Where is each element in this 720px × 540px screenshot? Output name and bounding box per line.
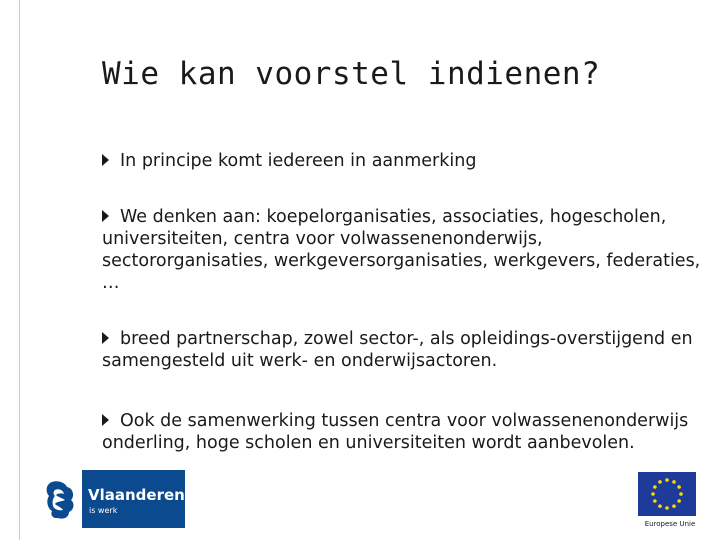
bullet-list — [102, 150, 702, 488]
bullet-text: We denken aan: koepelorganisaties, associaties, hogescholen, universiteiten, centra voor volwassenenonderwijs, sectororganisaties, werkgeversorganisaties, werkgevers, federaties, … — [102, 207, 701, 293]
vlaanderen-sub: is werk — [89, 506, 118, 515]
eu-star — [672, 504, 676, 508]
bullet-arrow-icon — [102, 332, 109, 344]
eu-star — [651, 492, 655, 496]
eu-star — [679, 492, 683, 496]
vlaanderen-name: Vlaanderen — [88, 486, 185, 504]
eu-star — [665, 478, 669, 482]
bullet-item — [102, 328, 702, 372]
eu-star — [653, 499, 657, 503]
bullet-item — [102, 206, 702, 294]
left-rule — [19, 0, 20, 540]
bullet-arrow-icon — [102, 210, 109, 222]
lion-icon — [38, 470, 82, 528]
eu-label: Europese Unie — [644, 520, 696, 528]
bullet-arrow-icon — [102, 154, 109, 166]
bullet-text: In principe komt iedereen in aanmerking — [120, 151, 477, 171]
bullet-item — [102, 410, 702, 454]
vlaanderen-logo — [38, 470, 185, 528]
eu-star — [653, 485, 657, 489]
eu-star — [658, 480, 662, 484]
bullet-text: Ook de samenwerking tussen centra voor volwassenenonderwijs onderling, hoge scholen en universiteiten wordt aanbevolen. — [102, 411, 689, 453]
eu-star — [658, 504, 662, 508]
eu-star — [665, 506, 669, 510]
bullet-text: breed partnerschap, zowel sector-, als opleidings-overstijgend en samengesteld uit werk- en onderwijsactoren. — [102, 329, 693, 371]
eu-logo — [636, 470, 704, 530]
slide-title: Wie kan voorstel indienen? — [102, 56, 601, 92]
bullet-item — [102, 150, 702, 172]
lion-emblem — [38, 470, 82, 528]
eu-star — [672, 480, 676, 484]
eu-star — [677, 485, 681, 489]
bullet-arrow-icon — [102, 414, 109, 426]
eu-star — [677, 499, 681, 503]
eu-flag-icon — [638, 472, 696, 516]
